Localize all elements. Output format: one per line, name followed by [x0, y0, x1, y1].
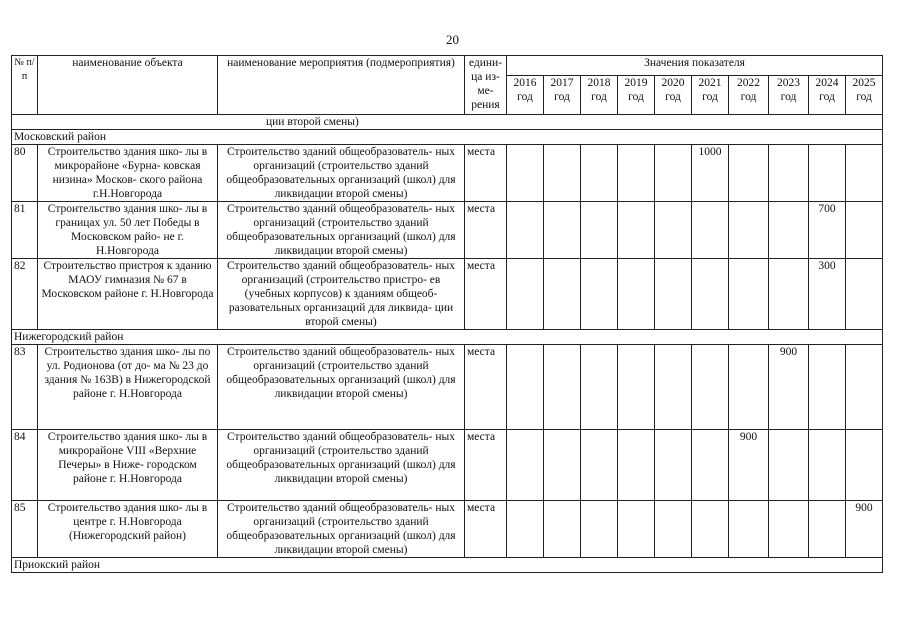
row-value-2024: 300 — [809, 259, 846, 330]
row-value-2024 — [809, 430, 846, 501]
row-value-2016 — [507, 345, 544, 430]
row-value-2017 — [544, 345, 581, 430]
row-activity-name: Строительство зданий общеобразователь- ных организаций (строительство зданий общеобразовательных организаций (школ) для ликвидации второй смены) — [218, 345, 465, 430]
row-value-2017 — [544, 430, 581, 501]
row-unit: места — [465, 202, 507, 259]
row-value-2019 — [618, 259, 655, 330]
row-value-2022 — [729, 259, 769, 330]
continuation-text: ции второй смены) — [266, 116, 359, 128]
row-value-2024 — [809, 345, 846, 430]
header-year-number: 2021 — [698, 77, 722, 90]
header-year-number: 2023 — [777, 77, 800, 90]
row-number: 81 — [12, 202, 38, 259]
section-header-row — [12, 130, 883, 145]
section-title: Приокский район — [12, 558, 883, 573]
row-value-2020 — [655, 430, 692, 501]
row-value-2016 — [507, 259, 544, 330]
row-value-2022 — [729, 345, 769, 430]
page-number: 20 — [446, 32, 459, 47]
table-row — [12, 501, 883, 558]
row-value-2021 — [692, 259, 729, 330]
row-activity-name: Строительство зданий общеобразователь- ных организаций (строительство зданий общеобразовательных организаций (школ) для ликвидации второй смены) — [218, 145, 465, 202]
row-value-2021 — [692, 430, 729, 501]
row-value-2022 — [729, 145, 769, 202]
row-value-2022 — [729, 501, 769, 558]
row-value-2019 — [618, 145, 655, 202]
header-year-number: 2017 — [550, 77, 574, 90]
row-object-name: Строительство здания шко- лы в микрорайоне VIII «Верхние Печеры» в Ниже- городском районе г. Н.Новгорода — [38, 430, 218, 501]
table-row — [12, 259, 883, 330]
header-year — [507, 76, 544, 115]
row-value-2022 — [729, 202, 769, 259]
continuation-cell — [12, 115, 883, 130]
section-header-row — [12, 558, 883, 573]
header-year-suffix: год — [702, 91, 718, 104]
header-year — [809, 76, 846, 115]
header-year — [729, 76, 769, 115]
header-year-number: 2020 — [661, 77, 685, 90]
row-value-2021 — [692, 501, 729, 558]
header-activity: наименование мероприятия (подмероприятия) — [218, 56, 465, 115]
row-number: 84 — [12, 430, 38, 501]
row-unit: места — [465, 501, 507, 558]
row-value-2018 — [581, 345, 618, 430]
row-value-2025 — [846, 430, 883, 501]
header-year — [544, 76, 581, 115]
header-year-number: 2024 — [815, 77, 839, 90]
row-value-2018 — [581, 145, 618, 202]
header-year-suffix: год — [819, 91, 835, 104]
row-value-2018 — [581, 259, 618, 330]
header-year — [769, 76, 809, 115]
header-year — [692, 76, 729, 115]
section-title: Нижегородский район — [12, 330, 883, 345]
row-value-2020 — [655, 202, 692, 259]
row-object-name: Строительство пристроя к зданию МАОУ гимназия № 67 в Московском районе г. Н.Новгорода — [38, 259, 218, 330]
row-value-2017 — [544, 145, 581, 202]
header-year-number: 2025 — [852, 77, 876, 90]
row-value-2021: 1000 — [692, 145, 729, 202]
header-year-suffix: год — [740, 91, 757, 104]
row-unit: места — [465, 345, 507, 430]
row-value-2022: 900 — [729, 430, 769, 501]
row-value-2020 — [655, 345, 692, 430]
header-year-suffix: год — [517, 91, 533, 104]
row-activity-name: Строительство зданий общеобразователь- ных организаций (строительство зданий общеобразовательных организаций (школ) для ликвидации второй смены) — [218, 430, 465, 501]
row-value-2019 — [618, 345, 655, 430]
row-value-2023: 900 — [769, 345, 809, 430]
section-title: Московский район — [12, 130, 883, 145]
row-unit: места — [465, 145, 507, 202]
indicator-table — [11, 55, 883, 573]
row-value-2018 — [581, 430, 618, 501]
row-value-2019 — [618, 202, 655, 259]
header-values-title: Значения показателя — [507, 56, 883, 76]
row-value-2019 — [618, 430, 655, 501]
row-activity-name: Строительство зданий общеобразователь- ных организаций (строительство зданий общеобразовательных организаций (школ) для ликвидации второй смены) — [218, 202, 465, 259]
row-value-2018 — [581, 202, 618, 259]
row-value-2024 — [809, 145, 846, 202]
row-value-2025: 900 — [846, 501, 883, 558]
row-value-2016 — [507, 501, 544, 558]
header-year-number: 2019 — [624, 77, 648, 90]
row-number: 85 — [12, 501, 38, 558]
table-row — [12, 430, 883, 501]
section-header-row — [12, 330, 883, 345]
row-value-2020 — [655, 259, 692, 330]
row-object-name: Строительство здания шко- лы в центре г. Н.Новгорода (Нижегородский район) — [38, 501, 218, 558]
header-year-suffix: год — [856, 91, 872, 104]
header-year — [618, 76, 655, 115]
row-value-2016 — [507, 202, 544, 259]
row-number: 80 — [12, 145, 38, 202]
header-year-suffix: год — [780, 91, 797, 104]
header-year-suffix: год — [665, 91, 681, 104]
row-value-2025 — [846, 345, 883, 430]
table-row — [12, 145, 883, 202]
row-value-2021 — [692, 345, 729, 430]
header-year-number: 2018 — [587, 77, 611, 90]
header-year-number: 2016 — [513, 77, 537, 90]
row-value-2020 — [655, 501, 692, 558]
header-unit: едини- ца из- ме- рения — [465, 56, 507, 115]
row-value-2025 — [846, 259, 883, 330]
header-year-number: 2022 — [737, 77, 760, 90]
row-value-2017 — [544, 202, 581, 259]
row-value-2017 — [544, 259, 581, 330]
header-year — [655, 76, 692, 115]
table-row — [12, 202, 883, 259]
row-value-2023 — [769, 501, 809, 558]
row-value-2023 — [769, 259, 809, 330]
header-year-suffix: год — [591, 91, 607, 104]
continuation-row — [12, 115, 883, 130]
row-object-name: Строительство здания шко- лы по ул. Родионова (от до- ма № 23 до здания № 163В) в Нижегородской районе г. Н.Новгорода — [38, 345, 218, 430]
row-value-2021 — [692, 202, 729, 259]
row-value-2016 — [507, 430, 544, 501]
row-value-2024: 700 — [809, 202, 846, 259]
row-activity-name: Строительство зданий общеобразователь- ных организаций (строительство пристро- ев (учебных корпусов) к зданиям общеоб- разовательных организаций для ликвида- ции второй смены) — [218, 259, 465, 330]
row-unit: места — [465, 430, 507, 501]
row-value-2018 — [581, 501, 618, 558]
row-value-2024 — [809, 501, 846, 558]
row-value-2025 — [846, 145, 883, 202]
row-number: 82 — [12, 259, 38, 330]
row-unit: места — [465, 259, 507, 330]
row-object-name: Строительство здания шко- лы в микрорайоне «Бурна- ковская низина» Москов- ского района г.Н.Новгорода — [38, 145, 218, 202]
row-value-2025 — [846, 202, 883, 259]
row-object-name: Строительство здания шко- лы в границах ул. 50 лет Победы в Московском райо- не г. Н.Новгорода — [38, 202, 218, 259]
row-value-2017 — [544, 501, 581, 558]
header-row — [12, 56, 883, 76]
row-value-2023 — [769, 430, 809, 501]
row-value-2023 — [769, 145, 809, 202]
table-row — [12, 345, 883, 430]
row-number: 83 — [12, 345, 38, 430]
header-year — [581, 76, 618, 115]
header-year — [846, 76, 883, 115]
row-activity-name: Строительство зданий общеобразователь- ных организаций (строительство зданий общеобразовательных организаций (школ) для ликвидации второй смены) — [218, 501, 465, 558]
header-object: наименование объекта — [38, 56, 218, 115]
row-value-2019 — [618, 501, 655, 558]
row-value-2016 — [507, 145, 544, 202]
header-year-suffix: год — [628, 91, 644, 104]
header-year-suffix: год — [554, 91, 570, 104]
header-num: № п/п — [12, 56, 38, 115]
row-value-2020 — [655, 145, 692, 202]
row-value-2023 — [769, 202, 809, 259]
